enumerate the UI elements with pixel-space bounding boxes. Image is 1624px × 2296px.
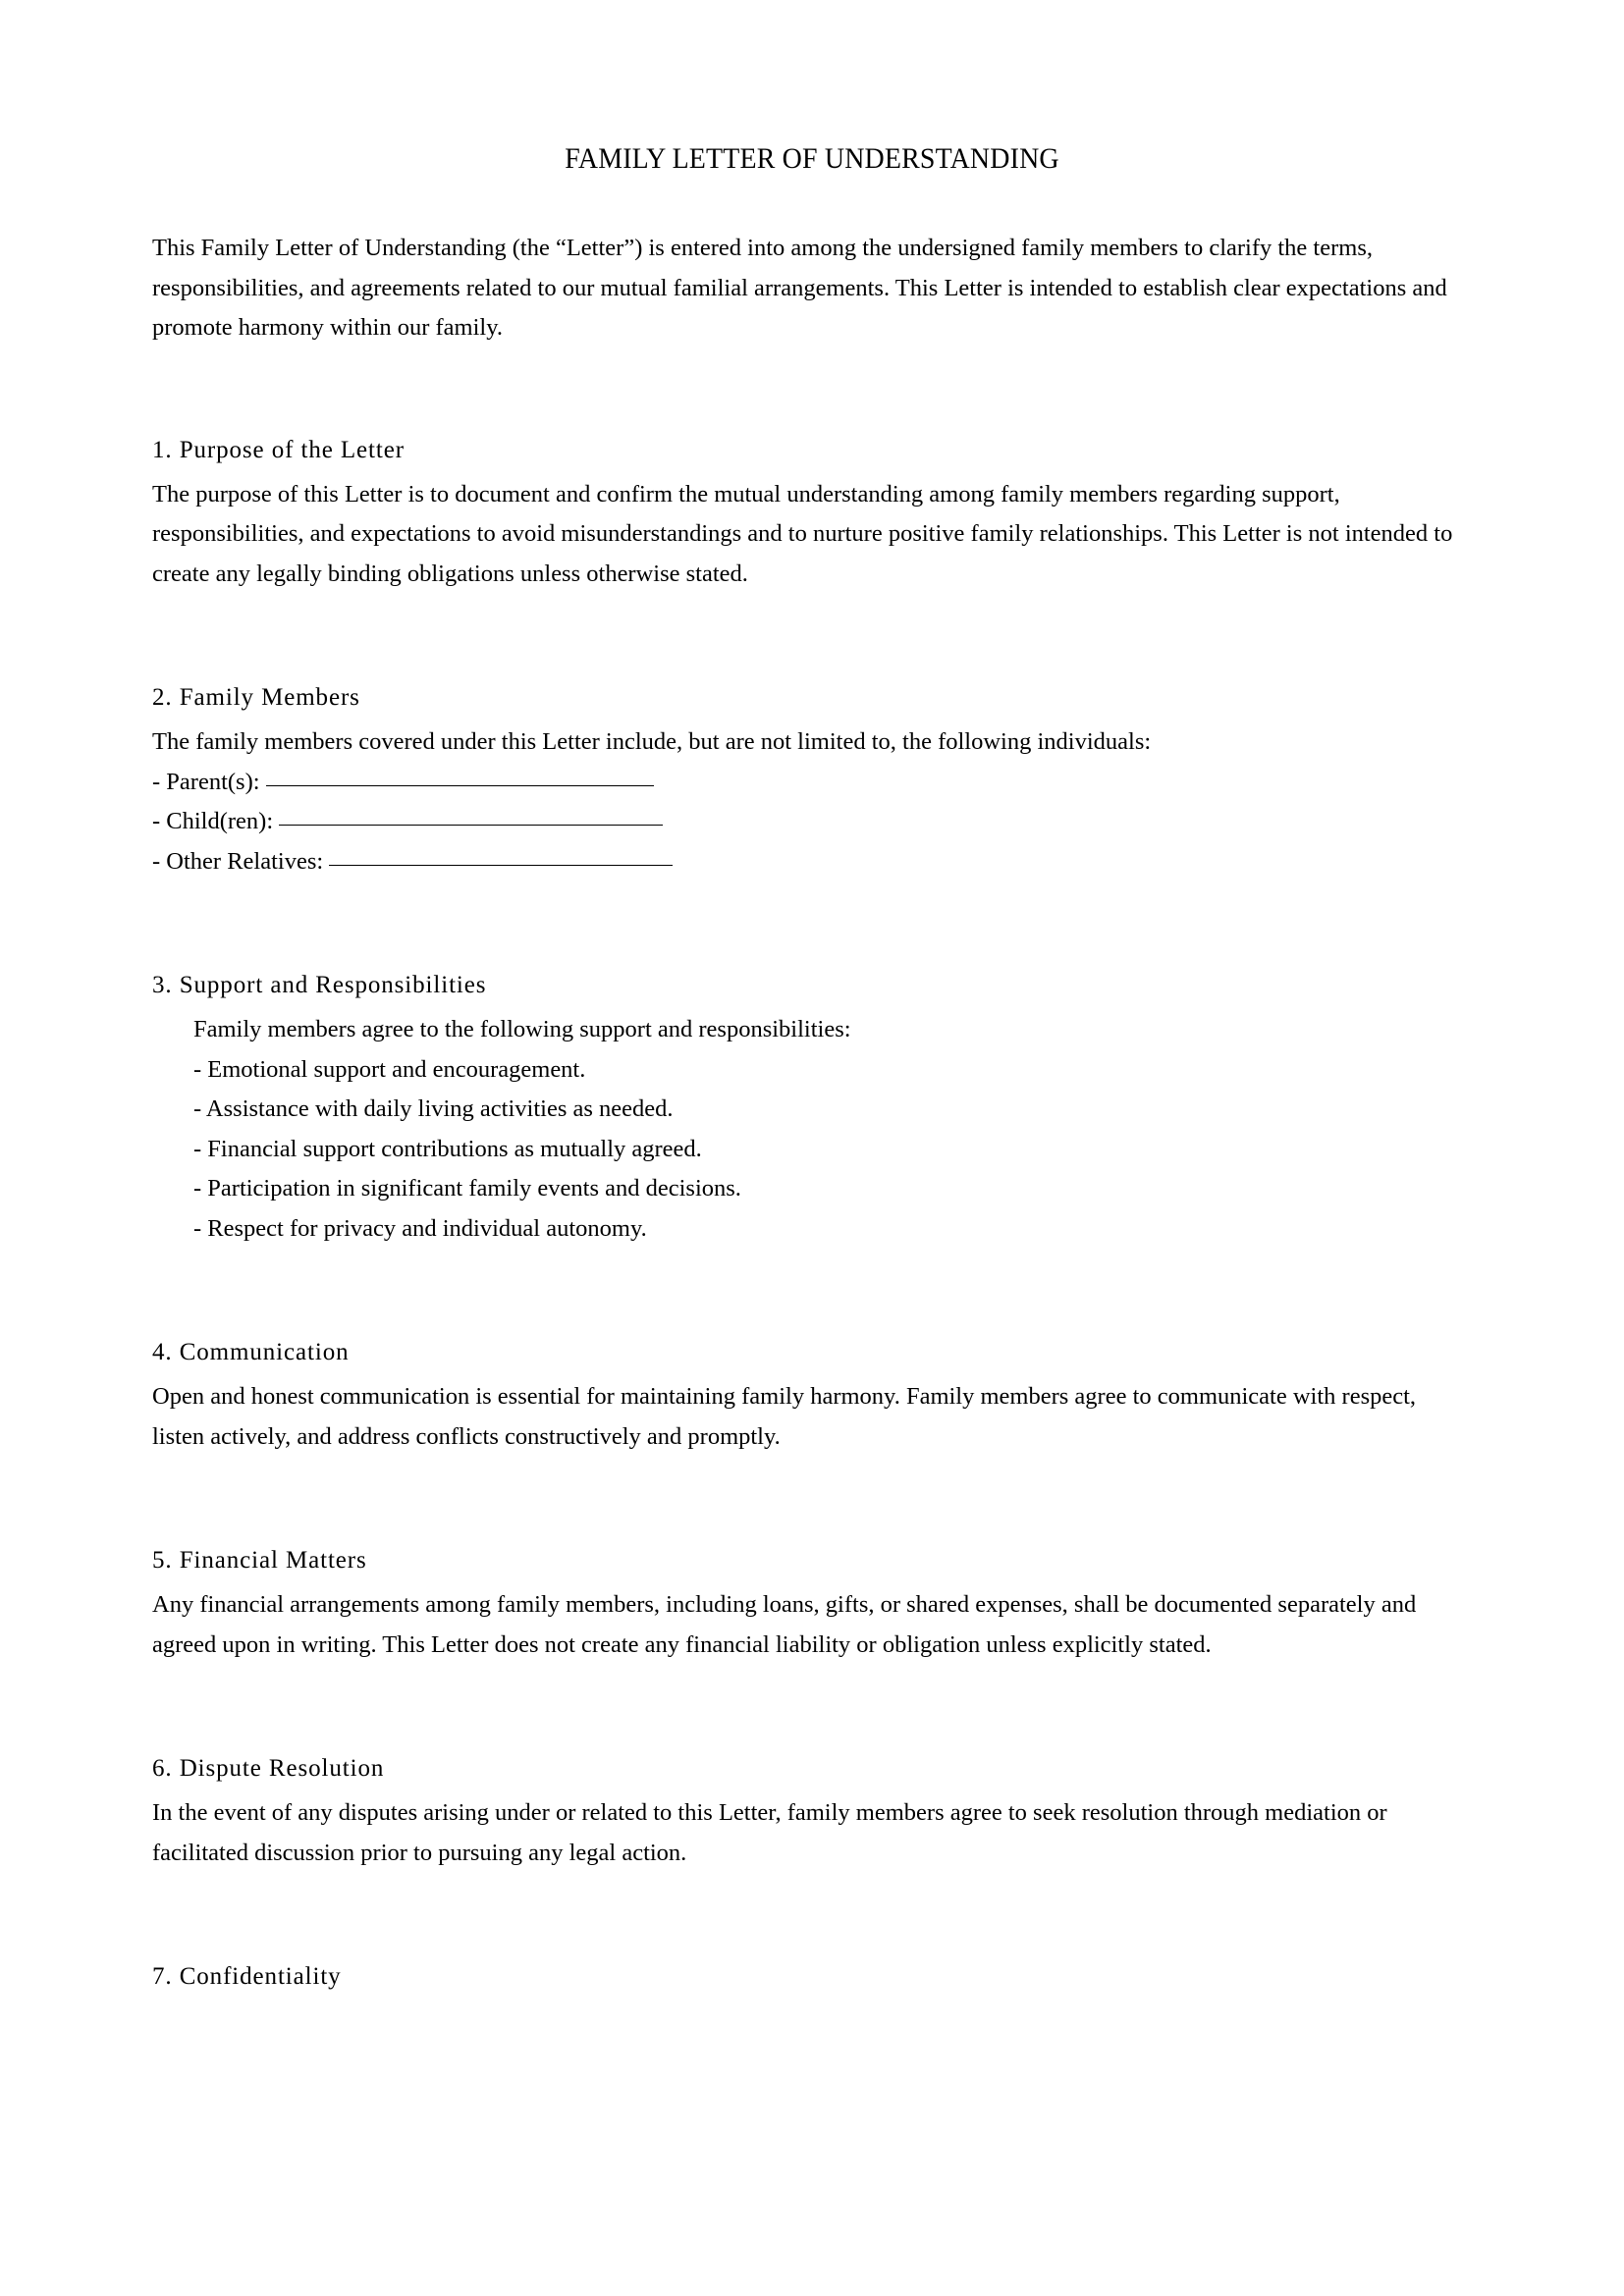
children-fill-in-line[interactable] <box>279 824 663 826</box>
other-relatives-fill-in-line[interactable] <box>329 864 673 866</box>
responsibilities-block <box>193 1010 1473 1249</box>
section-heading: 4. Communication <box>152 1339 350 1365</box>
section-body: In the event of any disputes arising under or related to this Letter, family members agree to seek resolution through mediation or facilitated discussion prior to pursuing any legal action. <box>152 1799 1387 1866</box>
spacer <box>152 594 1473 678</box>
section-heading: 1. Purpose of the Letter <box>152 436 405 463</box>
intro-paragraph: This Family Letter of Understanding (the “Letter”) is entered into among the undersigned family members to clarify the terms, responsibilities, and agreements related to our mutual familial arrangements. This Letter is intended to establish clear expectations and promote harmony within our family. <box>152 235 1447 341</box>
section-dispute-resolution <box>152 1749 1473 1873</box>
parents-fill-in-line[interactable] <box>266 784 654 786</box>
spacer <box>152 881 1473 966</box>
section-communication <box>152 1333 1473 1457</box>
document-body <box>152 229 1473 1997</box>
list-item: - Assistance with daily living activities as needed. <box>193 1095 674 1122</box>
spacer <box>152 1665 1473 1749</box>
section-heading: 6. Dispute Resolution <box>152 1755 385 1782</box>
list-item: - Respect for privacy and individual autonomy. <box>193 1214 647 1242</box>
section-heading: 5. Financial Matters <box>152 1547 367 1574</box>
section-family-members <box>152 678 1473 881</box>
section-heading: 2. Family Members <box>152 684 360 711</box>
field-label: - Other Relatives: <box>152 847 324 875</box>
section-confidentiality <box>152 1957 1473 1997</box>
section-support-and-responsibilities <box>152 966 1473 1249</box>
section-heading: 3. Support and Responsibilities <box>152 972 487 998</box>
section-financial-matters <box>152 1541 1473 1665</box>
field-row-other-relatives <box>152 842 1473 882</box>
section-body: Any financial arrangements among family members, including loans, gifts, or shared expenses, shall be documented separately and agreed upon in writing. This Letter does not create any financial liability or obligation unless explicitly stated. <box>152 1591 1417 1658</box>
list-item: - Emotional support and encouragement. <box>193 1055 586 1083</box>
responsibilities-list <box>193 1050 1473 1250</box>
responsibilities-lead: Family members agree to the following support and responsibilities: <box>193 1016 851 1042</box>
field-label: - Child(ren): <box>152 808 274 834</box>
spacer <box>152 1249 1473 1333</box>
section-heading: 7. Confidentiality <box>152 1963 342 1990</box>
family-member-fields <box>152 763 1473 882</box>
spacer <box>152 1457 1473 1541</box>
section-body: The family members covered under this Letter include, but are not limited to, the following individuals: <box>152 728 1152 755</box>
list-item: - Participation in significant family events and decisions. <box>193 1175 741 1201</box>
spacer <box>152 348 1473 431</box>
section-purpose-of-the-letter <box>152 431 1473 595</box>
section-body: The purpose of this Letter is to document and confirm the mutual understanding among family members regarding support, responsibilities, and expectations to avoid misunderstandings and to nurture positive family relationships. This Letter is not intended to create any legally binding obligations unless otherwise stated. <box>152 480 1453 587</box>
field-row-parents <box>152 763 1473 803</box>
field-label: - Parent(s): <box>152 768 260 795</box>
page-title: FAMILY LETTER OF UNDERSTANDING <box>565 142 1059 176</box>
list-item: - Financial support contributions as mutually agreed. <box>193 1135 702 1162</box>
spacer <box>152 1873 1473 1957</box>
field-row-children <box>152 802 1473 842</box>
section-body: Open and honest communication is essential for maintaining family harmony. Family members agree to communicate with respect, listen actively, and address conflicts constructively and promptly. <box>152 1383 1417 1450</box>
